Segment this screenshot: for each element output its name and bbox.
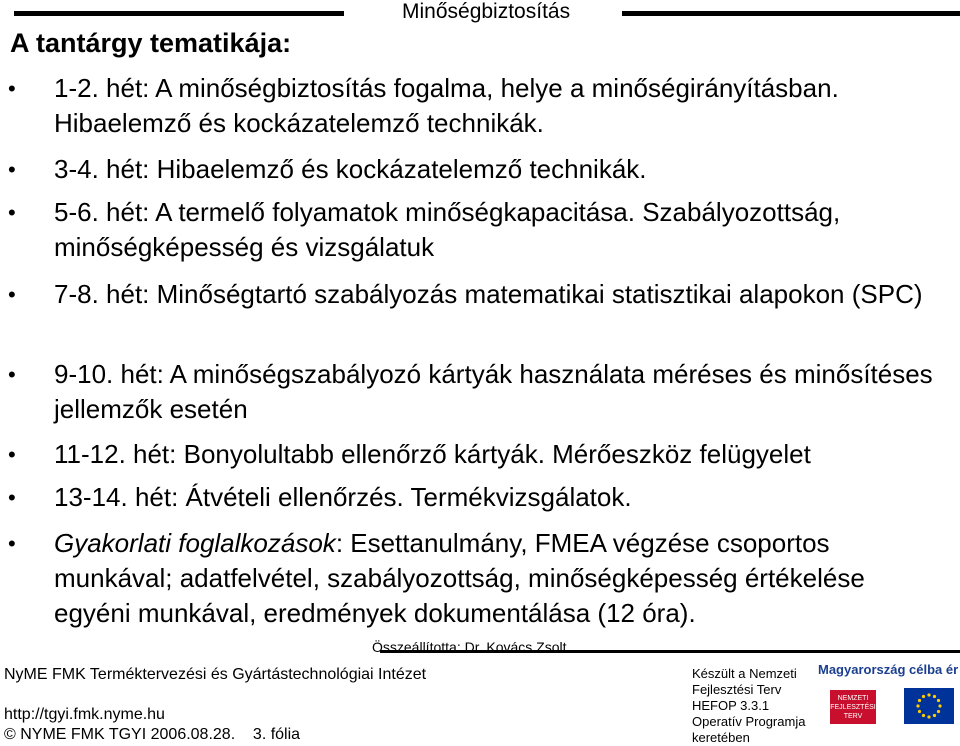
- list-item: [54, 437, 934, 472]
- funding-note: Készült a Nemzeti Fejlesztési Terv HEFOP 3.3.1 Operatív Programja keretében: [692, 666, 806, 745]
- list-item-text: 1-2. hét: A minőségbiztosítás fogalma, helye a minőségirányításban. Hibaelemző és kockázatelemző technikák.: [54, 73, 839, 138]
- list-item-text: 5-6. hét: A termelő folyamatok minőségkapacitása. Szabályozottság, minőségképesség és vizsgálatuk: [54, 197, 841, 262]
- eu-stars-icon: [904, 688, 954, 724]
- list-item: [54, 277, 934, 312]
- list-item: [54, 152, 934, 187]
- list-item-text: 9-10. hét: A minőségszabályozó kártyák használata méréses és minősítéses jellemzők esetén: [54, 359, 933, 424]
- list-item: [54, 480, 934, 515]
- eu-flag-logo: [904, 688, 954, 724]
- list-item-text: 7-8. hét: Minőségtartó szabályozás matematikai statisztikai alapokon (SPC): [54, 279, 923, 309]
- institute-url[interactable]: http://tgyi.fmk.nyme.hu: [4, 706, 165, 723]
- list-item-text: : Esettanulmány, FMEA végzése csoportos munkával; adatfelvétel, szabályozottság, minőségképesség értékelése egyéni munkával, eredmények dokumentálása (12 óra).: [54, 528, 865, 628]
- compiled-by: Összeállította: Dr. Kovács Zsolt: [372, 639, 567, 655]
- list-item: [54, 357, 934, 427]
- copyright-line: © NYME FMK TGYI 2006.08.28. 3. fólia: [4, 726, 301, 743]
- list-item-italic: Gyakorlati foglalkozások: [54, 528, 336, 558]
- nft-logo: NEMZETI FEJLESZTÉSI TERV: [830, 690, 876, 724]
- list-item: [54, 195, 934, 265]
- list-item: [54, 526, 874, 631]
- magyarorszag-logo: Magyarország célba ér: [818, 662, 959, 677]
- list-item-text: 3-4. hét: Hibaelemző és kockázatelemző technikák.: [54, 154, 647, 184]
- institute-name: NyME FMK Terméktervezési és Gyártástechnológiai Intézet: [4, 666, 427, 683]
- slide-heading: A tantárgy tematikája:: [10, 28, 292, 58]
- list-item-text: 13-14. hét: Átvételi ellenőrzés. Termékvizsgálatok.: [54, 482, 632, 512]
- list-item-text: 11-12. hét: Bonyolultabb ellenőrző kártyák. Mérőeszköz felügyelet: [54, 439, 811, 469]
- header-title: Minőségbiztosítás: [402, 0, 571, 23]
- list-item: [54, 71, 934, 141]
